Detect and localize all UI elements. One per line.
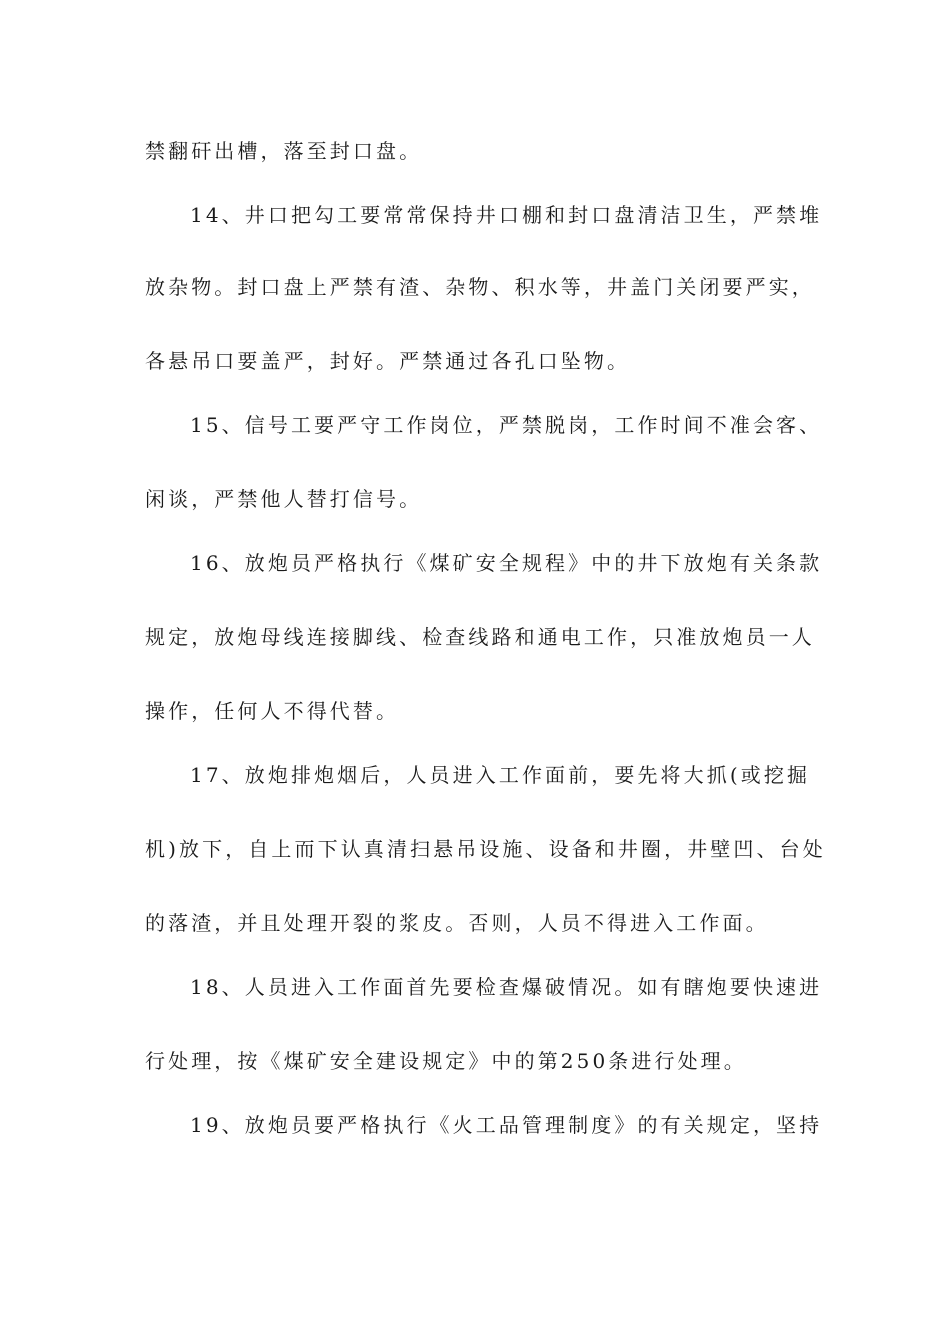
paragraph-14-line-1: 14、井口把勾工要常常保持井口棚和封口盘清洁卫生，严禁堆: [190, 203, 823, 227]
paragraph-17-line-1: 17、放炮排炮烟后，人员进入工作面前，要先将大抓(或挖掘: [190, 763, 811, 787]
paragraph-19-line-1: 19、放炮员要严格执行《火工品管理制度》的有关规定，坚持: [190, 1113, 823, 1137]
paragraph-18-line-2: 行处理，按《煤矿安全建设规定》中的第250条进行处理。: [145, 1049, 747, 1073]
paragraph-17-line-2: 机)放下，自上而下认真清扫悬吊设施、设备和井圈，井壁凹、台处: [145, 837, 826, 861]
paragraph-15-line-1: 15、信号工要严守工作岗位，严禁脱岗，工作时间不准会客、: [190, 413, 823, 437]
paragraph-16-line-2: 规定，放炮母线连接脚线、检查线路和通电工作，只准放炮员一人: [145, 625, 815, 649]
paragraph-13-line-2: 禁翻矸出槽，落至封口盘。: [145, 139, 423, 163]
paragraph-14-line-2: 放杂物。封口盘上严禁有渣、杂物、积水等，井盖门关闭要严实，: [145, 275, 815, 299]
paragraph-16-line-1: 16、放炮员严格执行《煤矿安全规程》中的井下放炮有关条款: [190, 551, 823, 575]
paragraph-18-line-1: 18、人员进入工作面首先要检查爆破情况。如有瞎炮要快速进: [190, 975, 823, 999]
paragraph-14-line-3: 各悬吊口要盖严，封好。严禁通过各孔口坠物。: [145, 349, 631, 373]
paragraph-17-line-3: 的落渣，并且处理开裂的浆皮。否则，人员不得进入工作面。: [145, 911, 769, 935]
paragraph-15-line-2: 闲谈，严禁他人替打信号。: [145, 487, 423, 511]
paragraph-16-line-3: 操作，任何人不得代替。: [145, 699, 400, 723]
